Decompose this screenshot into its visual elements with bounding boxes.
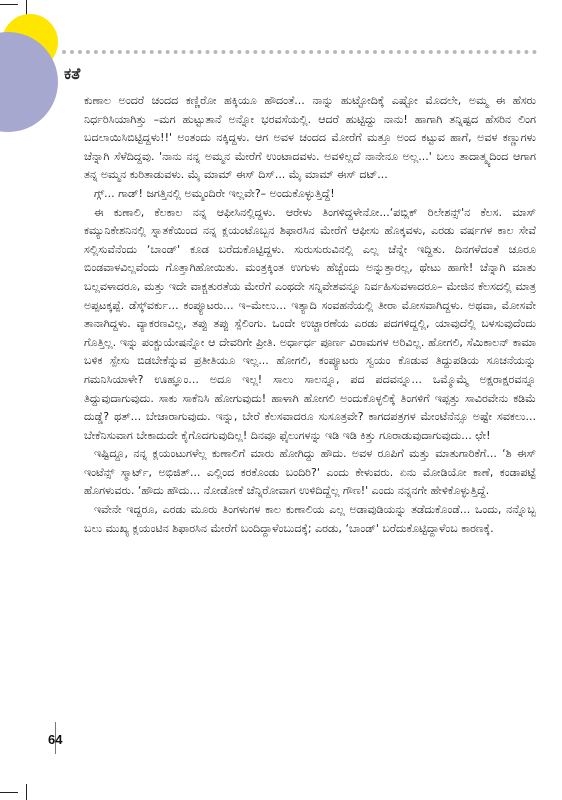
- paragraph: ಇಷ್ಟಿದ್ದೂ, ನನ್ನ ಕ್ಲಯಂಟುಗಳೆಲ್ಲ ಕುಣಾಲಿಗೆ ಮಾರು ಹೋಗಿದ್ದು ಹೌದು. ಅವಳ ರೂಪಿಗೆ ಮತ್ತು ಮಾತುಗಾರಿಕೆಗೆ... ‘ಶಿ ಈಸ್ ಇಂಟೆನ್ಸ್ ಸ್ಮಾರ್ಟ್, ಅಭಿಜಿತ್... ಎಲ್ಲಿಂದ ಕರಕೊಂಡು ಬಂದಿರಿ?' ಎಂದು ಕೇಳುವರು. ಏನು ಮೋಡಿಯೋ ಕಾಣೆ, ಕಂಡಾಪಟ್ಟೆ ಹೊಗಳುವರು. ‘ಹೌದು ಹೌದು... ನೋಡೋಕೆ ಚೆನ್ನಿರೋವಾಗ ಉಳಿದಿದ್ದೆಲ್ಲ ಗೌಣ!' ಎಂದು ನನ್ನನಗೇ ಹೇಳಿಕೊಳ್ಳುತ್ತಿದ್ದೆ.: [84, 447, 536, 498]
- crop-mark-bottom-left-horizontal: [0, 792, 18, 793]
- paragraph: ಈ ಕುಣಾಲಿ, ಕೆಲಕಾಲ ನನ್ನ ಆಫೀಸಿನಲ್ಲಿದ್ದಳು. ಆರೇಳು ತಿಂಗಳಿದ್ದಳೇನೋ...‘ಪಬ್ಲಿಕ್ ರಿಲೇಶನ್ಸ್'ನ ಕೆಲಸ. ಮಾಸ್ ಕಮ್ಯುನಿಕೇಶನಿನಲ್ಲಿ ಸ್ನಾತಕೆಯಿಂದ ನನ್ನ ಕ್ಲಯಂಟೊಬ್ಬನ ಶಿಫಾರಸಿನ ಮೇರೆಗೆ ಆಫೀಸು ಹೊಕ್ಕವಳು, ಎರಡು ವರ್ಷಗಳ ಕಾಲ ಸೇವೆ ಸಲ್ಲಿಸುವೆನೆಂದು ‘ಬಾಂಡ್' ಕೂಡ ಬರೆದುಕೊಟ್ಟಿದ್ದಳು. ಸುರುಸುರುವಿನಲ್ಲಿ ಎಲ್ಲ ಚೆನ್ನೇ ಇದ್ದಿತು. ದಿನಗಳೆದಂತೆ ಚೂರೂ ಬಿಂಡವಾಳವಿಲ್ಲವೆಂದು ಗೊತ್ತಾಗಿಹೋಯಿತು. ಮಂತ್ರಕ್ಕಿಂತ ಉಗುಳು ಹೆಚ್ಚೆಂದು ಅನ್ನುತ್ತಾರಲ್ಲ, ಥೇಟು ಹಾಗೇ! ಚೆನ್ನಾಗಿ ಮಾತು ಬಲ್ಲವಳಾದರೂ, ಮತ್ತು ಇದೇ ವಾಕ್ಚತುರತೆಯ ಮೇರೆಗೆ ಎಂಥದೇ ಸನ್ನಿವೇಶವನ್ನೂ ನಿರ್ವಹಿಸುವಳಾದರೂ– ಮೇಜಿನ ಕೆಲಸದಲ್ಲಿ ಮಾತ್ರ ಅಪ್ಪಟಕ್ಕಪ್ಪೆ. ಡೆಸ್ಕ್‌ವರ್ಕು... ಕಂಪ್ಯೂಟರು... ಇ–ಮೇಲು... ಇತ್ಯಾದಿ ಸಂವಹನೆಯಲ್ಲಿ ತೀರಾ ಮೋಸವಾಗಿದ್ದಳು. ಅಥವಾ, ಮೋಸವೇ ತಾನಾಗಿದ್ದಳು. ವ್ಯಾಕರಣವಿಲ್ಲ, ತಪ್ಪು ತಪ್ಪು ಸ್ಪೆಲಿಂಗು. ಒಂದೇ ಉಚ್ಚಾರಣೆಯ ಎರಡು ಪದಗಳಿದ್ದಲ್ಲಿ, ಯಾವುದೆಲ್ಲಿ ಬಳಸುವುದೆಂದು ಗೊತ್ತಿಲ್ಲ. ಇನ್ನು ಪಂಕ್ಚುಯೇಷನ್ನೋ ಆ ದೇವರಿಗೇ ಪ್ರೀತಿ. ಅರ್ಧಾರ್ಧ ಪೂರ್ಣ ವಿರಾಮಗಳ ಅರಿವಿಲ್ಲ. ಹೋಗಲಿ, ಸೆಮಿಕಾಲನ್ ಕಾಮಾ ಬಳಿಕ ಸ್ಪೇಸು ಬಿಡಬೇಕೆನ್ನುವ ಪ್ರತೀತಿಯೂ ಇಲ್ಲ... ಹೋಗಲಿ, ಕಂಪ್ಯೂಟರು ಸ್ವಯಂ ಕೊಡುವ ತಿದ್ದುಪಡಿಯ ಸೂಚನೆಯನ್ನು ಗಮನಿಸಿಯಾಳೇ? ಊಹ್ಞೂಂ... ಅದೂ ಇಲ್ಲ! ಸಾಲು ಸಾಲನ್ನೂ, ಪದ ಪದವನ್ನೂ... ಒಮ್ಮೊಮ್ಮೆ ಅಕ್ಷರಾಕ್ಷರವನ್ನೂ ತಿದ್ದುವುದಾಗುವುದು. ಸಾಕು ಸಾಕೆನಿಸಿ ಹೋಗುವುದು! ಹಾಳಾಗಿ ಹೋಗಲಿ ಅಂದುಕೊಳ್ಳಲಿಕ್ಕೆ ತಿಂಗಳಿಗೆ ಇಪ್ಪತ್ತು ಸಾವಿರವೇನು ಕಡಿಮೆ ದುಡ್ಡೆ? ಥತ್... ಬೇಜಾರಾಗುವುದು. ಇನ್ನು, ಬೇರೆ ಕೆಲಸವಾದರೂ ಸುಸೂತ್ರವೇ? ಕಾಗದಪತ್ರಗಳ ಮೇಂಟೆನೆನ್ಸೂ ಅಷ್ಟೇ ಸವಕಲು... ಬೇಕೆನಿಸುವಾಗ ಬೇಕಾದುದೇ ಕೈಗೊದಗುವುದಿಲ್ಲ! ದಿನವೂ ಫೈಲುಗಳನ್ನು ಇಡಿ ಇಡಿ ಕಿತ್ತು ಗೂರಾಡುವುದಾಗುವುದು... ಛೇ!: [84, 205, 536, 442]
- crop-mark-bottom-left-vertical: [26, 784, 27, 800]
- paragraph: ಕುಣಾಲ ಅಂದರೆ ಚಂದದ ಕಣ್ಣಿರೋ ಹಕ್ಕಿಯೂ ಹೌದಂತೆ... ನಾನ್ನು ಹುಟ್ಟೋದಿಕ್ಕೆ ಎಷ್ಟೋ ಮೊದಲೇ, ಅಮ್ಮ ಈ ಹೆಸರು ನಿರ್ಧರಿಸಿಯಾಗಿತ್ತು –ಮಗ ಹುಟ್ಟುತಾನೆ ಅನ್ನೋ ಭರವಸೆಯಲ್ಲಿ. ಆದರೆ ಹುಟ್ಟಿದ್ದು ನಾನು! ಹಾಗಾಗಿ ತನ್ನಿಷ್ಟದ ಹೆಸರಿನ ಲಿಂಗ ಬದಲಾಯಿಸಿಬಿಟ್ಟಿದ್ದಳು!!' ಅಂತಂದು ನಕ್ಕಿದ್ದಳು. ಆಗ ಅವಳ ಚಂದದ ಮೋರೆಗೆ ಮತ್ತೂ ಅಂದ ಕಟ್ಟುವ ಹಾಗೆ, ಅವಳ ಕಣ್ಣುಗಳು ಚೆನ್ನಾಗಿ ಸೆಳೆದಿದ್ದವು. 'ನಾನು ನನ್ನ ಅಮ್ಮನ ಮೇರೆಗೆ ಉಂಟಾದವಳು. ಅವಳಿಲ್ಲದೆ ನಾನೇನೂ ಅಲ್ಲ...' ಬಲು ತಾದಾತ್ಮ್ಯದಿಂದ ಆಗಾಗ ತನ್ನ ಅಮ್ಮನ ಕುರಿತಾಡುವಳು. ಮೈ ಮಾಮ್ ಈಸ್ ದಿಸ್... ಮೈ ಮಾಮ್ ಈಸ್ ದಟ್...: [84, 94, 536, 182]
- crop-mark-top-left-horizontal: [0, 4, 18, 5]
- page-number: 64: [48, 732, 63, 747]
- paragraph: ಗ್ಗ್... ಗಾಡ್! ಜಗತ್ತಿನಲ್ಲಿ ಅಮ್ಮಂದಿರೇ ಇಲ್ಲವೇ?– ಅಂದುಕೊಳ್ಳುತ್ತಿದ್ದೆ!: [94, 186, 335, 200]
- decorative-dotted-rule: [62, 50, 537, 54]
- paragraph: ಇವೇನೇ ಇದ್ದರೂ, ಎರಡು ಮೂರು ತಿಂಗಳುಗಳ ಕಾಲ ಕುಣಾಲಿಯ ಎಲ್ಲ ಅಡಾವುಡಿಯನ್ನು ತಡೆದುಕೊಂಡೆ... ಒಂದು, ನನ್ನೊಬ್ಬ ಬಲು ಮುಖ್ಯ ಕ್ಲಯಂಟಿನ ಶಿಫಾರಸಿನ ಮೇರೆಗೆ ಬಂದಿದ್ದಾಳೆಂಬುದಕ್ಕೆ; ಎರಡು, ‘ಬಾಂಡ್' ಬರೆದುಕೊಟ್ಟಿದ್ದಾಳೆಂಬ ಕಾರಣಕ್ಕೆ.: [84, 503, 536, 535]
- section-title: ಕತೆ: [64, 64, 81, 83]
- story-text: [84, 92, 536, 538]
